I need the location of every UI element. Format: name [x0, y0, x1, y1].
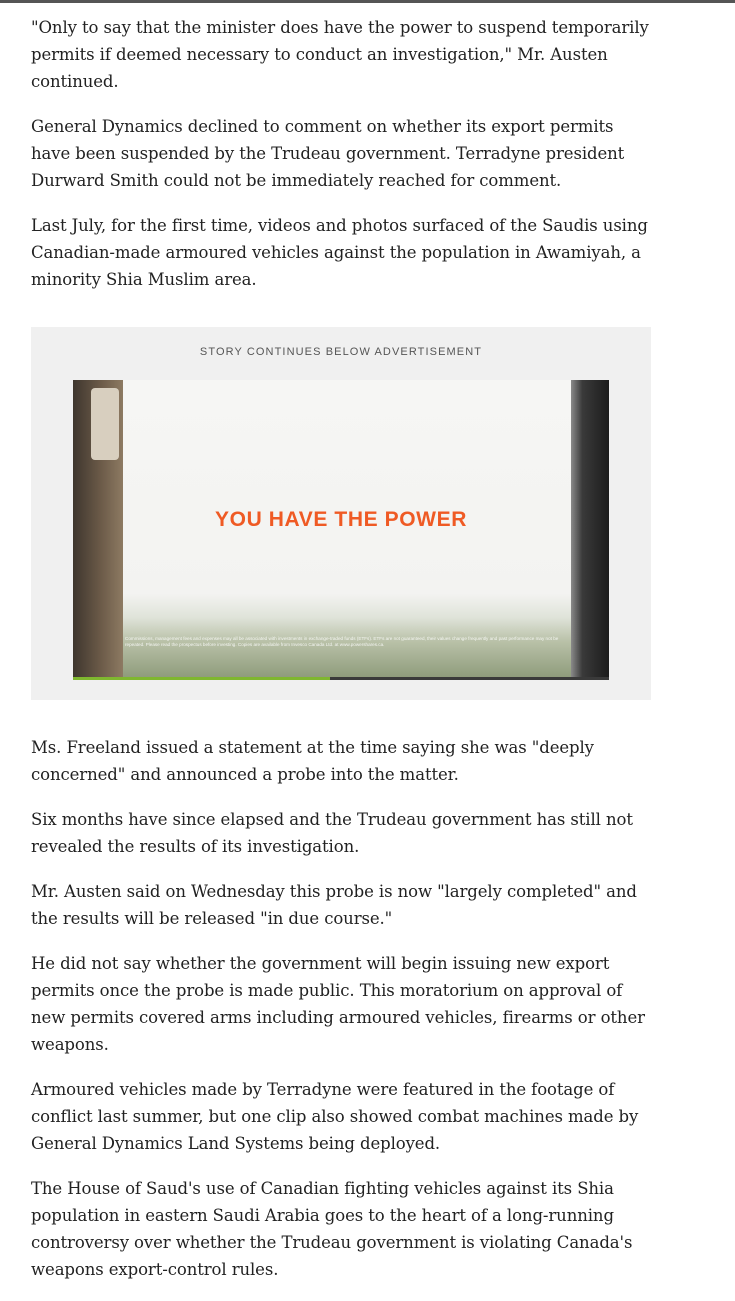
advertisement-container: [31, 327, 651, 700]
video-ad-player[interactable]: [73, 380, 609, 680]
video-progress-bar[interactable]: [73, 677, 609, 680]
article-paragraph: "Only to say that the minister does have the power to suspend temporarily permits if deemed necessary to conduct an investigation," Mr. Austen continued.: [31, 18, 649, 91]
article-paragraph: Mr. Austen said on Wednesday this probe is now "largely completed" and the results will be released "in due course.": [31, 882, 637, 928]
top-divider: [0, 0, 735, 3]
video-disclaimer: Commissions, management fees and expenses may all be associated with investments in exchange-traded funds (ETFs). ETFs are not guaranteed, their values change frequently and past performance may not be repeated. Please read the prospectus before investing. Copies are available from Invesco Canada Ltd. at www.powershares.ca.: [125, 636, 559, 647]
article-paragraph: General Dynamics declined to comment on whether its export permits have been suspended by the Trudeau government. Terradyne president Durward Smith could not be immediately reached for comment.: [31, 117, 625, 190]
article-paragraph: He did not say whether the government will begin issuing new export permits once the probe is made public. This moratorium on approval of new permits covered arms including armoured vehicles, firearms or other weapons.: [31, 954, 645, 1054]
article-paragraph: Six months have since elapsed and the Trudeau government has still not revealed the results of its investigation.: [31, 810, 633, 856]
article-paragraph: Armoured vehicles made by Terradyne were featured in the footage of conflict last summer, but one clip also showed combat machines made by General Dynamics Land Systems being deployed.: [31, 1080, 639, 1153]
article-paragraph: Last July, for the first time, videos and photos surfaced of the Saudis using Canadian-made armoured vehicles against the population in Awamiyah, a minority Shia Muslim area.: [31, 216, 648, 289]
video-progress-fill: [73, 677, 330, 680]
article-paragraph: The House of Saud's use of Canadian fighting vehicles against its Shia population in eastern Saudi Arabia goes to the heart of a long-running controversy over whether the Trudeau government is violating Canada's weapons export-control rules.: [31, 1179, 633, 1279]
video-headline: YOU HAVE THE POWER: [215, 508, 467, 531]
video-scene-object: [91, 388, 119, 460]
article-body: [31, 14, 657, 1301]
article-paragraph: Ms. Freeland issued a statement at the time saying she was "deeply concerned" and announced a probe into the matter.: [31, 738, 594, 784]
advertisement-label: STORY CONTINUES BELOW ADVERTISEMENT: [199, 346, 483, 358]
